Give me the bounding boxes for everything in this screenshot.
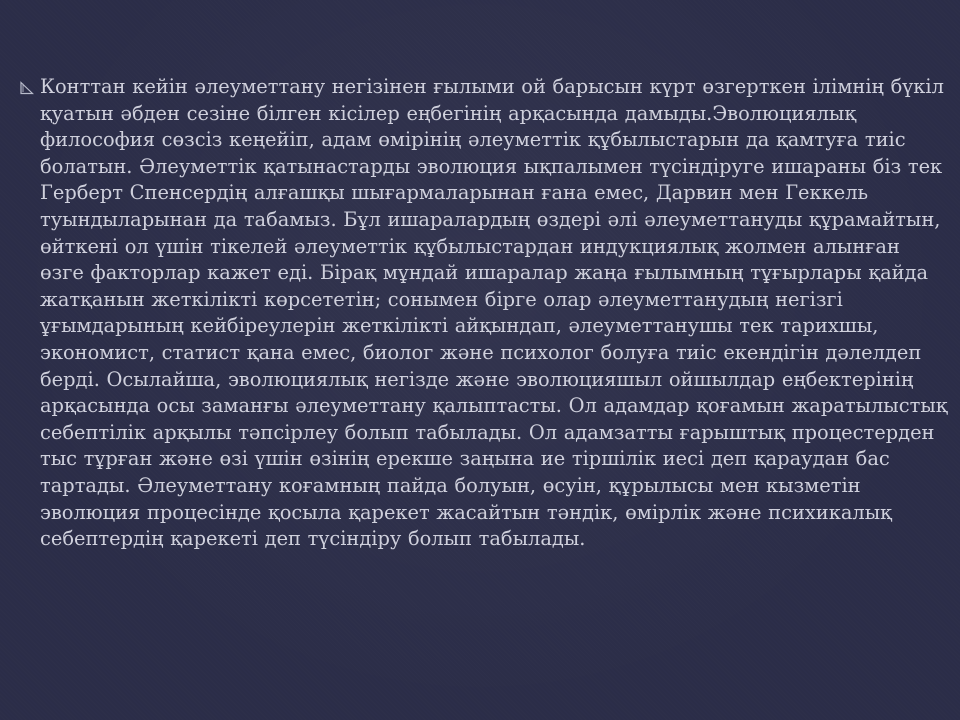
body-paragraph: Конттан кейін әлеуметтану негізінен ғылыми ой барысын күрт өзгерткен ілімнің бүкіл қуатын әбден сезіне білген кісілер еңбегінің арқасында дамыды.Эволюциялық философия сөзсіз кеңейіп, адам өмірінің әлеуметтік құбылыстарын да қамтуға тиіс болатын. Әлеуметтік қатынастарды эволюция ықпалымен түсіндіруге ишараны біз тек Герберт Спенсердің алғашқы шығармаларынан ғана емес, Дарвин мен Геккель туындыларынан да табамыз. Бұл ишаралардың өздері әлі әлеуметтануды құрамайтын, өйткені ол үшін тікелей әлеуметтік құбылыстардан индукциялық жолмен алынған өзге факторлар кажет еді. Бірақ мұндай ишаралар жаңа ғылымның тұғырлары қайда жатқанын жеткілікті көрсететін; сонымен бірге олар әлеуметтанудың негізгі ұғымдарының кейбіреулерін жеткілікті айқындап, әлеуметтанушы тек тарихшы, экономист, статист қана емес, биолог және психолог болуға тиіс екендігін дәлелдеп берді. Осылайша, эволюциялық негізде және эволюцияшыл ойшылдар еңбектерінің арқасында осы заманғы әлеуметтану қалыптасты. Ол адамдар қоғамын жаратылыстық себептілік арқылы тәпсірлеу болып табылады. Ол адамзатты ғарыштық процестерден тыс тұрған және өзі үшін өзінің ерекше заңына ие тіршілік иесі деп қараудан бас тартады. Әлеуметтану коғамның пайда болуын, өсуін, құрылысы мен кызметін эволюция процесінде қосыла қарекет жасайтын тәндік, өмірлік және психикалық себептердің қарекеті деп түсіндіру болып табылады.: [40, 75, 948, 551]
bullet-item: [14, 74, 948, 553]
triangle-bullet-icon: [14, 76, 40, 100]
